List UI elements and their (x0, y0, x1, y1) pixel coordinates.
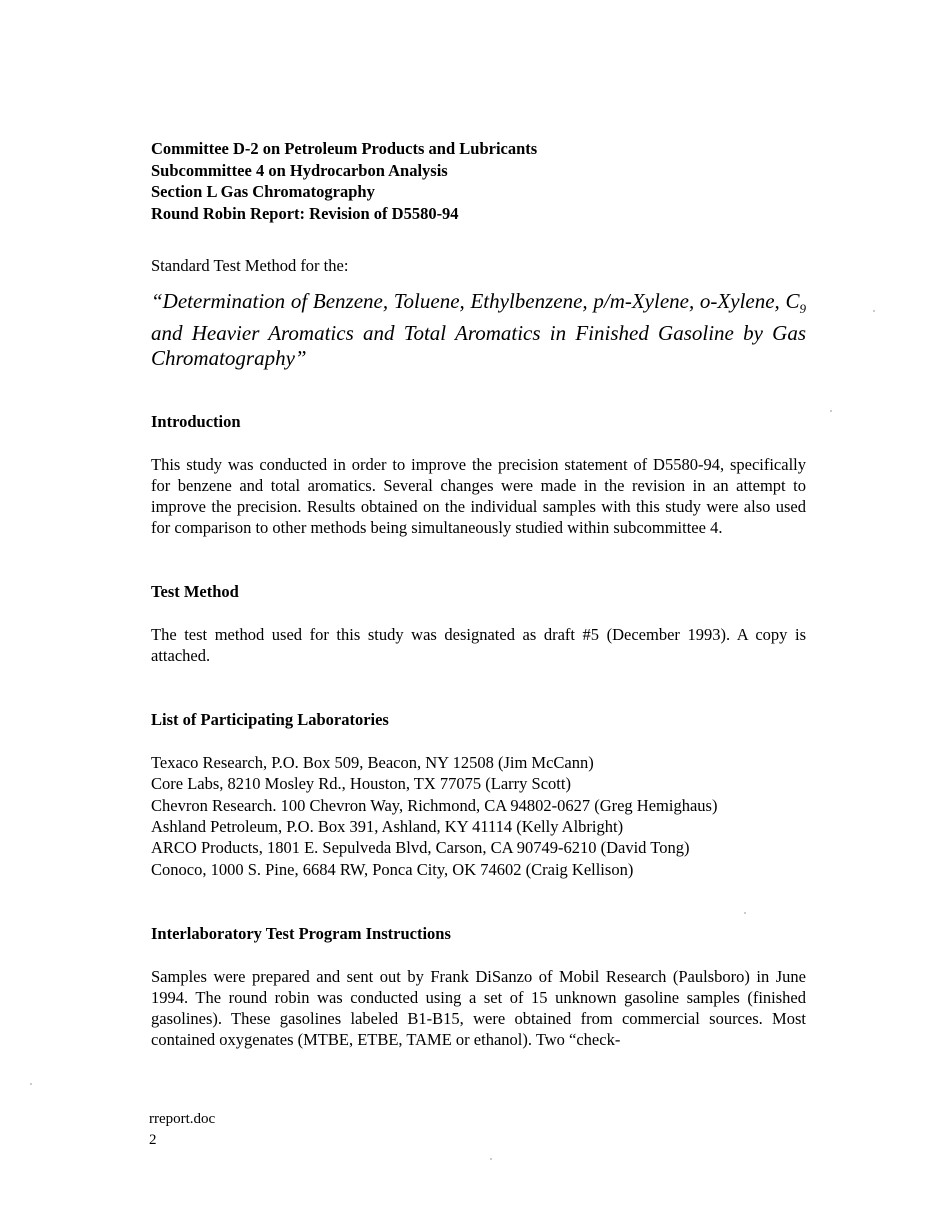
method-title-subscript: 9 (799, 301, 806, 317)
report-line: Round Robin Report: Revision of D5580-94 (151, 203, 459, 223)
test-method-paragraph: The test method used for this study was designated as draft #5 (December 1993). A copy is attached. (151, 625, 806, 666)
test-method-heading: Test Method (151, 582, 239, 602)
subcommittee-line: Subcommittee 4 on Hydrocarbon Analysis (151, 160, 448, 180)
instructions-paragraph: Samples were prepared and sent out by Frank DiSanzo of Mobil Research (Paulsboro) in June 1994. The round robin was conducted using a set of 15 unknown gasoline samples (finished gasolines). These gasolines labeled B1-B15, were obtained from commercial sources. Most contained oxygenates (MTBE, ETBE, TAME or ethanol). Two “check- (151, 966, 806, 1049)
list-item: Core Labs, 8210 Mosley Rd., Houston, TX 77075 (Larry Scott) (151, 774, 571, 794)
committee-line: Committee D-2 on Petroleum Products and Lubricants (151, 139, 538, 158)
instructions-heading: Interlaboratory Test Program Instructions (151, 923, 451, 943)
scan-speck (873, 310, 875, 312)
introduction-heading: Introduction (151, 412, 241, 432)
list-item: Conoco, 1000 S. Pine, 6684 RW, Ponca City, OK 74602 (Craig Kellison) (151, 859, 634, 879)
method-title (151, 289, 806, 371)
section-line: Section L Gas Chromatography (151, 182, 375, 201)
scan-speck (490, 1158, 492, 1160)
list-item: Chevron Research. 100 Chevron Way, Richmond, CA 94802-0627 (Greg Hemighaus) (151, 795, 718, 815)
scan-speck (830, 410, 832, 412)
method-title-part2: and Heavier Aromatics and Total Aromatics in Finished Gasoline by Gas Chromatography” (151, 321, 806, 371)
footer-filename: rreport.doc (149, 1111, 216, 1127)
page-footer (149, 1109, 215, 1151)
list-item: Texaco Research, P.O. Box 509, Beacon, NY 12508 (Jim McCann) (151, 753, 594, 773)
labs-list (151, 752, 806, 880)
list-item: ARCO Products, 1801 E. Sepulveda Blvd, Carson, CA 90749-6210 (David Tong) (151, 838, 690, 858)
page-content (151, 138, 806, 1050)
list-item: Ashland Petroleum, P.O. Box 391, Ashland, KY 41114 (Kelly Albright) (151, 817, 624, 837)
scan-speck (744, 912, 746, 914)
introduction-paragraph: This study was conducted in order to improve the precision statement of D5580-94, specifically for benzene and total aromatics. Several changes were made in the revision in an attempt to improve the precision. Results obtained on the individual samples with this study were also used for comparison to other methods being simultaneously studied within subcommittee 4. (151, 455, 806, 538)
scan-speck (30, 1083, 32, 1085)
footer-page-number: 2 (149, 1132, 157, 1148)
standard-label: Standard Test Method for the: (151, 256, 349, 275)
labs-heading: List of Participating Laboratories (151, 710, 389, 730)
report-header (151, 138, 806, 224)
method-title-part1: “Determination of Benzene, Toluene, Ethylbenzene, p/m-Xylene, o-Xylene, C (151, 289, 800, 313)
